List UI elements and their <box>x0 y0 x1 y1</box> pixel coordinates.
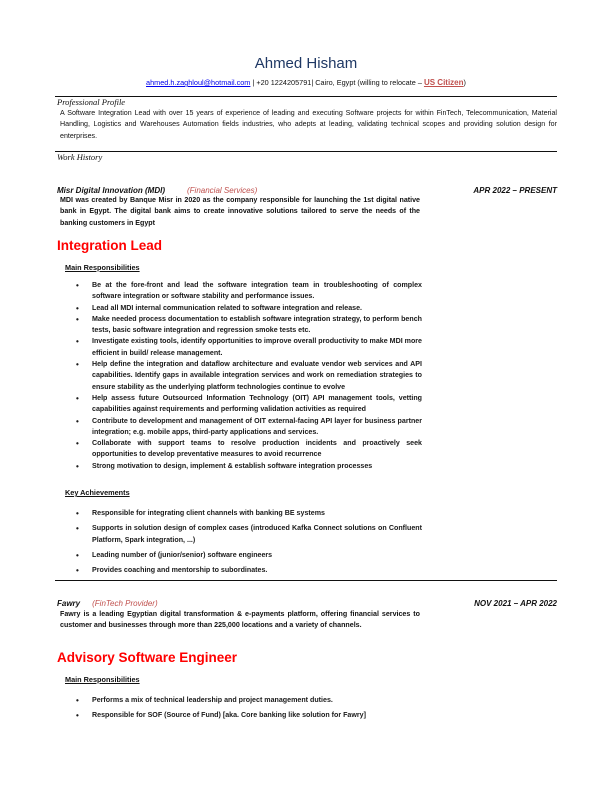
divider <box>55 151 557 152</box>
candidate-name: Ahmed Hisham <box>254 55 358 72</box>
contact-close: ) <box>463 78 466 87</box>
company-name <box>57 599 158 608</box>
list-item: • Leading number of (junior/senior) software engineers <box>0 550 422 561</box>
list-item: • Contribute to development and management of OIT external-facing API layer for business partner integration; e.g. mobile apps, third-party applications and services. <box>0 416 422 439</box>
list-item: • Investigate existing tools, identify opportunities to improve overall productivity to make MDI more efficient in build/ release management. <box>0 336 422 359</box>
company-description: Fawry is a leading Egyptian digital transformation & e-payments platform, offering financial services to customer and businesses through more than 225,000 locations and a variety of channels. <box>60 610 420 630</box>
responsibilities-heading: Main Responsibilities <box>65 675 140 684</box>
company-title: Fawry <box>57 599 81 608</box>
section-professional-profile: Professional Profile <box>57 97 126 107</box>
list-item: • Collaborate with support teams to resolve production incidents and proactively seek opportunities to develop preventative measures to avoid recurrence <box>0 438 422 461</box>
list-item: • Lead all MDI internal communication related to software integration and release. <box>0 303 422 314</box>
job-role: Integration Lead <box>57 238 163 253</box>
list-item: • Make needed process documentation to establish software integration strategy, to perform bench tests, basic software integration and regression smoke tests etc. <box>0 314 422 337</box>
list-item: • Be at the fore-front and lead the software integration team in troubleshooting of complex software integration or software stability and performance issues. <box>0 280 422 303</box>
job-dates: APR 2022 – PRESENT <box>473 186 557 195</box>
responsibilities-list <box>0 695 422 726</box>
contact-details: | +20 1224205791| Cairo, Egypt (willing to relocate – <box>250 78 424 87</box>
job-role: Advisory Software Engineer <box>57 650 238 665</box>
list-item: • Provides coaching and mentorship to subordinates. <box>0 565 422 576</box>
achievements-heading: Key Achievements <box>65 488 130 497</box>
divider <box>55 96 557 97</box>
email-link[interactable]: ahmed.h.zaghloul@hotmail.com <box>146 78 251 87</box>
divider <box>55 580 557 581</box>
company-industry: (FinTech Provider) <box>92 599 158 608</box>
contact-line <box>0 78 612 87</box>
list-item: • Help define the integration and dataflow architecture and evaluate vendor web services and API capabilities. Identify gaps in available integration services and work on remediation strategies to ensure stability as the underlying platform technologies continue to evolve <box>0 359 422 393</box>
list-item: • Responsible for integrating client channels with banking BE systems <box>0 508 422 519</box>
list-item: • Help assess future Outsourced Information Technology (OIT) API management tools, vetting capabilities against requirements and performing validation activities as required <box>0 393 422 416</box>
profile-text: A Software Integration Lead with over 15 years of experience of leading and executing Software projects for within FinTech, Telecommunication, Material Handling, Logistics and Warehouses Automation fields industries, who adepts at leading, validating technical scopes and providing solution design for enterprises. <box>60 109 557 140</box>
section-work-history: Work History <box>57 152 103 162</box>
list-item: • Strong motivation to design, implement & establish software integration processes <box>0 461 422 472</box>
achievements-list <box>0 508 422 580</box>
company-description: MDI was created by Banque Misr in 2020 as the company responsible for launching the 1st digital native bank in Egypt. The digital bank aims to create innovative solutions tailored to serve the needs of the banking customers in Egypt <box>60 196 420 227</box>
list-item: • Supports in solution design of complex cases (introduced Kafka Connect solutions on Confluent Platform, Spark integration, ...) <box>0 523 422 546</box>
list-item: • Performs a mix of technical leadership and project management duties. <box>0 695 422 706</box>
company-industry: (Financial Services) <box>187 186 258 195</box>
citizenship: US Citizen <box>423 78 464 87</box>
job-dates: NOV 2021 – APR 2022 <box>474 599 557 608</box>
responsibilities-list <box>0 280 422 472</box>
responsibilities-heading: Main Responsibilities <box>65 263 140 272</box>
company-name <box>57 186 257 195</box>
company-title: Misr Digital Innovation (MDI) <box>57 186 165 195</box>
list-item: • Responsible for SOF (Source of Fund) [aka. Core banking like solution for Fawry] <box>0 710 422 721</box>
